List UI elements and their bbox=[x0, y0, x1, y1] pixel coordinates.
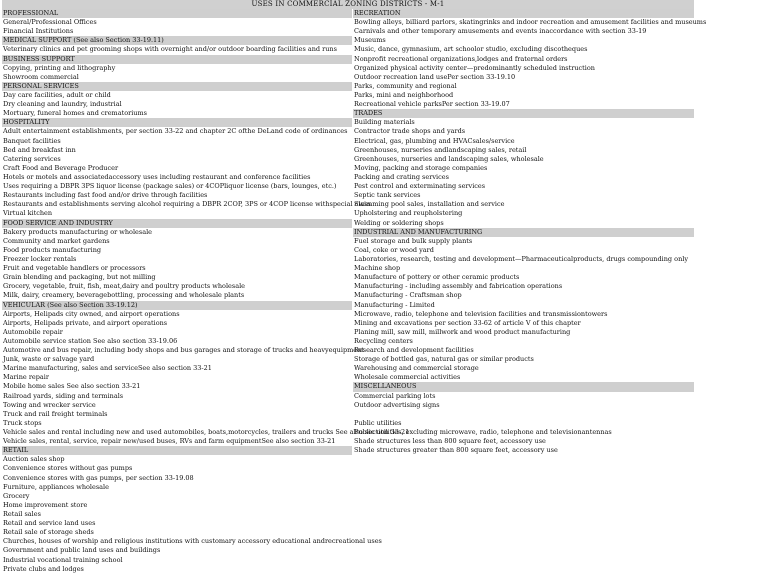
use-row: Grocery, vegetable, fruit, fish, meat,dairy and poultry products wholesale bbox=[3, 282, 246, 291]
use-row: Fruit and vegetable handlers or processors bbox=[3, 264, 146, 273]
category-header: RETAIL bbox=[2, 446, 352, 455]
category-header: FOOD SERVICE AND INDUSTRY bbox=[2, 219, 352, 228]
use-row: Craft Food and Beverage Producer bbox=[3, 163, 119, 172]
use-row: Virtual kitchen bbox=[3, 209, 53, 218]
category-header: VEHICULAR (See also Section 33-19.12) bbox=[2, 301, 352, 310]
use-row: Pest control and exterminating services bbox=[354, 182, 486, 191]
use-row: Manufacture of pottery or other ceramic products bbox=[354, 273, 520, 282]
use-row: Shade structures less than 800 square feet, accessory use bbox=[354, 437, 546, 446]
right-column bbox=[353, 9, 707, 455]
use-row: Restaurants and establishments serving alcohol requiring a DBPR 2COP, 3PS or 4COP license withspecial class bbox=[3, 200, 371, 209]
use-row: Government and public land uses and buildings bbox=[3, 546, 161, 555]
use-row: Day care facilities, adult or child bbox=[3, 90, 111, 99]
use-row: Marine manufacturing, sales and serviceSee also section 33-21 bbox=[3, 364, 212, 373]
use-row: Automotive and bus repair, including body shops and bus garages and storage of trucks and heavyequipment bbox=[3, 346, 364, 355]
use-row: Swimming pool sales, installation and service bbox=[354, 200, 505, 209]
use-row: Packing and crating services bbox=[354, 172, 449, 181]
use-row: Warehousing and commercial storage bbox=[354, 364, 479, 373]
use-row: Public utilities bbox=[354, 418, 402, 427]
use-row: Mortuary, funeral homes and crematoriums bbox=[3, 109, 147, 118]
use-row: Museums bbox=[354, 36, 386, 45]
use-row: Manufacturing - Limited bbox=[354, 300, 435, 309]
use-row: Airports, Helipads private, and airport operations bbox=[3, 318, 168, 327]
category-header: RECREATION bbox=[353, 9, 694, 18]
use-row: Marine repair bbox=[3, 373, 49, 382]
use-row: Microwave, radio, telephone and television facilities and transmissiontowers bbox=[354, 309, 608, 318]
use-row: Community and market gardens bbox=[3, 236, 110, 245]
category-header: PROFESSIONAL bbox=[2, 9, 352, 18]
use-row: Laboratories, research, testing and development—Pharmaceuticalproducts, drugs compounding only bbox=[354, 254, 689, 263]
use-row: Greenhouses, nurseries andlandscaping sales, retail bbox=[354, 145, 527, 154]
use-row: Grain blending and packaging, but not milling bbox=[3, 273, 156, 282]
use-row: Private clubs and lodges bbox=[3, 564, 84, 573]
use-row: Veterinary clinics and pet grooming shops with overnight and/or outdoor boarding facilities and runs bbox=[3, 45, 337, 54]
use-row: Mining and excavations per section 33-62 of article V of this chapter bbox=[354, 318, 581, 327]
use-row: Vehicle sales and rental including new and used automobiles, boats,motorcycles, trailers and trucks See also section 33-21 bbox=[3, 428, 410, 437]
use-row: Organized physical activity center—predominantly scheduled instruction bbox=[354, 63, 595, 72]
use-row: Manufacturing - Craftsman shop bbox=[354, 291, 462, 300]
use-row: Shade structures greater than 800 square feet, accessory use bbox=[354, 446, 558, 455]
category-header: TRADES bbox=[353, 109, 694, 118]
use-row: Copying, printing and lithography bbox=[3, 63, 116, 72]
use-row: Music, dance, gymnasium, art schoolor studio, excluding discotheques bbox=[354, 45, 588, 54]
use-row: Coal, coke or wood yard bbox=[354, 245, 434, 254]
use-row: General/Professional Offices bbox=[3, 18, 97, 27]
use-row: Contractor trade shops and yards bbox=[354, 127, 466, 136]
sheet-title: USES IN COMMERCIAL ZONING DISTRICTS - M-1 bbox=[2, 0, 694, 9]
use-row: Uses requiring a DBPR 3PS liquor license (package sales) or 4COPliquor license (bars, lounges, etc.) bbox=[3, 182, 337, 191]
use-row: Recycling centers bbox=[354, 336, 413, 345]
category-header: BUSINESS SUPPORT bbox=[2, 55, 352, 64]
use-row: Commercial parking lots bbox=[354, 391, 436, 400]
use-row: Catering services bbox=[3, 154, 61, 163]
use-row: Dry cleaning and laundry, industrial bbox=[3, 100, 122, 109]
use-row: Retail sales bbox=[3, 510, 41, 519]
use-row: Freezer locker rentals bbox=[3, 254, 77, 263]
use-row: Adult entertainment establishments, per section 33-22 and chapter 2C ofthe DeLand code of ordinances bbox=[3, 127, 348, 136]
use-row: Building materials bbox=[354, 118, 415, 127]
category-header: HOSPITALITY bbox=[2, 118, 352, 127]
use-row: Bed and breakfast inn bbox=[3, 145, 76, 154]
use-row: Towing and wrecker service bbox=[3, 400, 96, 409]
use-row: Bakery products manufacturing or wholesale bbox=[3, 227, 153, 236]
use-row: Recreational vehicle parksPer section 33-19.07 bbox=[354, 100, 510, 109]
use-row: Hotels or motels and associatedaccessory uses including restaurant and conference facilities bbox=[3, 172, 311, 181]
use-row: Wholesale commercial activities bbox=[354, 373, 461, 382]
use-row: Outdoor recreation land usePer section 33-19.10 bbox=[354, 72, 516, 81]
use-row: Truck stops bbox=[3, 418, 42, 427]
category-header: PERSONAL SERVICES bbox=[2, 82, 352, 91]
use-row: Upholstering and reupholstering bbox=[354, 209, 463, 218]
use-row: Parks, community and regional bbox=[354, 81, 457, 90]
use-row: Bowling alleys, billiard parlors, skatingrinks and indoor recreation and amusement facilities and museums bbox=[354, 18, 707, 27]
use-row: Banquet facilities bbox=[3, 136, 61, 145]
use-row: Food products manufacturing bbox=[3, 245, 102, 254]
use-row: Parks, mini and neighborhood bbox=[354, 90, 454, 99]
use-row: Outdoor advertising signs bbox=[354, 400, 440, 409]
use-row: Truck and rail freight terminals bbox=[3, 409, 108, 418]
use-row: Fuel storage and bulk supply plants bbox=[354, 236, 473, 245]
use-row: Convenience stores with gas pumps, per section 33-19.08 bbox=[3, 473, 194, 482]
use-row: Welding or soldering shops bbox=[354, 218, 444, 227]
use-row bbox=[353, 410, 694, 419]
use-row: Automobile service station See also section 33-19.06 bbox=[3, 336, 178, 345]
use-row: Airports, Helipads city owned, and airport operations bbox=[3, 309, 180, 318]
use-row: Retail sale of storage sheds bbox=[3, 528, 94, 537]
zoning-sheet bbox=[2, 0, 707, 573]
use-row: Automobile repair bbox=[3, 327, 63, 336]
use-row: Restaurants including fast food and/or drive through facilities bbox=[3, 191, 208, 200]
use-row: Grocery bbox=[3, 491, 30, 500]
use-row: Public utilities, excluding microwave, radio, telephone and televisionantennas bbox=[354, 428, 612, 437]
use-row: Milk, dairy, creamery, beveragebottling, processing and wholesale plants bbox=[3, 291, 245, 300]
use-row: Moving, packing and storage companies bbox=[354, 163, 488, 172]
use-row: Septic tank services bbox=[354, 191, 421, 200]
use-row: Machine shop bbox=[354, 264, 401, 273]
use-row: Retail and service land uses bbox=[3, 519, 96, 528]
use-row: Convenience stores without gas pumps bbox=[3, 464, 133, 473]
use-row: Furniture, appliances wholesale bbox=[3, 482, 109, 491]
use-row: Home improvement store bbox=[3, 500, 88, 509]
use-row: Industrial vocational training school bbox=[3, 555, 123, 564]
use-row: Auction sales shop bbox=[3, 455, 65, 464]
use-row: Manufacturing - including assembly and fabrication operations bbox=[354, 282, 563, 291]
category-header: INDUSTRIAL AND MANUFACTURING bbox=[353, 228, 694, 237]
category-header: MEDICAL SUPPORT (See also Section 33-19.11) bbox=[2, 36, 352, 45]
use-row: Research and development facilities bbox=[354, 346, 474, 355]
use-row: Mobile home sales See also section 33-21 bbox=[3, 382, 141, 391]
use-row: Nonprofit recreational organizations,lodges and fraternal orders bbox=[354, 54, 568, 63]
use-row: Vehicle sales, rental, service, repair new/used buses, RVs and farm equipmentSee also section 33-21 bbox=[3, 437, 336, 446]
category-header: MISCELLANEOUS bbox=[353, 382, 694, 391]
use-row: Churches, houses of worship and religious institutions with customary accessory educational andrecreational uses bbox=[3, 537, 382, 546]
use-row: Showroom commercial bbox=[3, 72, 79, 81]
use-row: Railroad yards, siding and terminals bbox=[3, 391, 124, 400]
use-row: Planing mill, saw mill, millwork and wood product manufacturing bbox=[354, 327, 571, 336]
use-row: Electrical, gas, plumbing and HVACsales/service bbox=[354, 136, 515, 145]
use-row: Carnivals and other temporary amusements and events inaccordance with section 33-19 bbox=[354, 27, 647, 36]
use-row: Greenhouses, nurseries and landscaping sales, wholesale bbox=[354, 154, 544, 163]
use-row: Storage of bottled gas, natural gas or similar products bbox=[354, 355, 534, 364]
use-row: Financial Institutions bbox=[3, 27, 74, 36]
use-row: Junk, waste or salvage yard bbox=[3, 355, 95, 364]
